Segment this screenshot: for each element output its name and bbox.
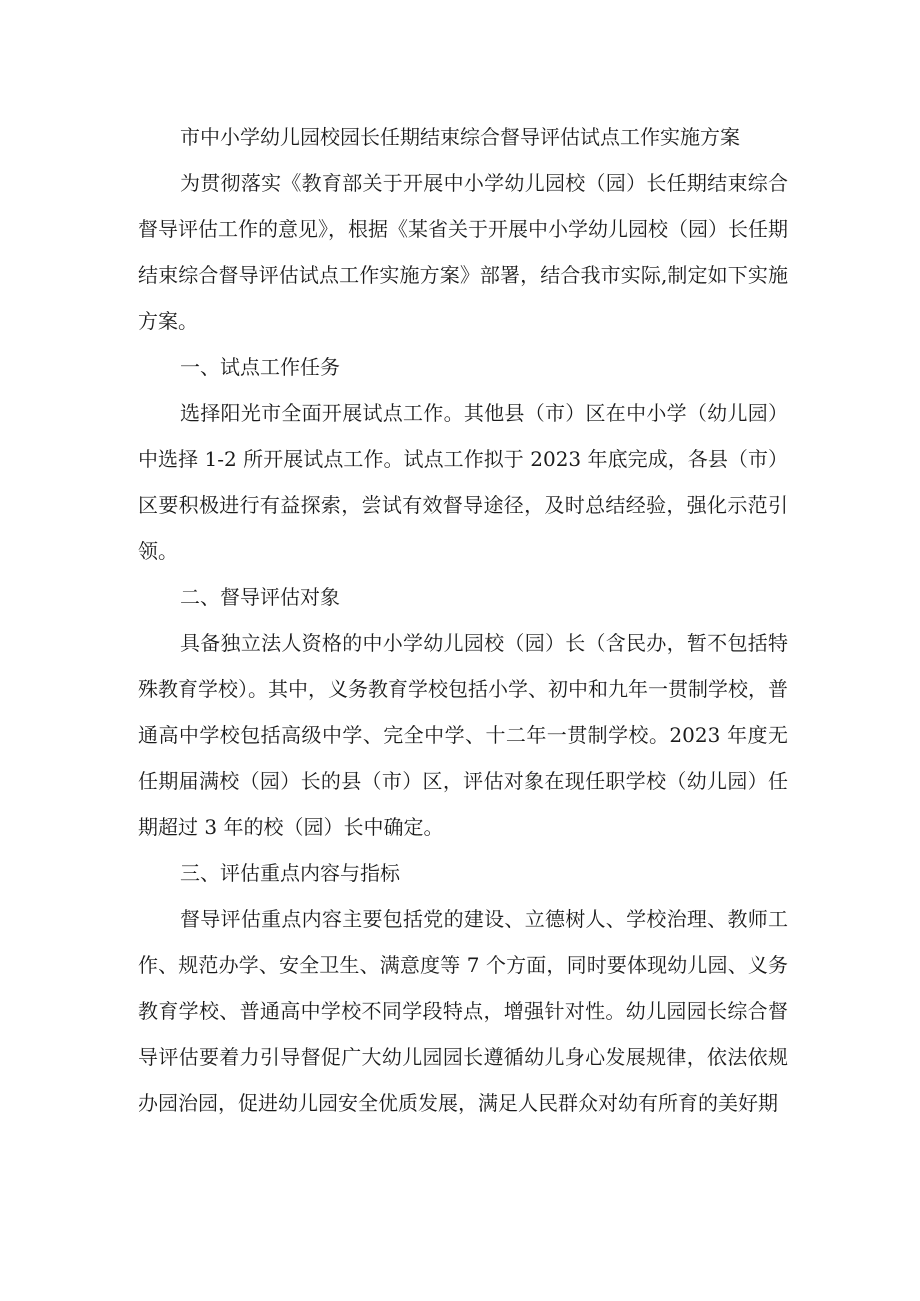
section-1-heading: 一、试点工作任务 bbox=[180, 355, 340, 379]
section-2-heading: 二、督导评估对象 bbox=[180, 585, 340, 609]
document-content bbox=[138, 114, 788, 1126]
section-2-paragraph: 具备独立法人资格的中小学幼儿园校（园）长（含民办，暂不包括特殊教育学校）。其中，义务教育学校包括小学、初中和九年一贯制学校，普通高中学校包括高级中学、完全中学、十二年一贯制学校。2023 年度无任期届满校（园）长的县（市）区，评估对象在现任职学校（幼儿园）任期超过 3 年的校（园）长中确定。 bbox=[138, 631, 788, 839]
section-3-heading: 三、评估重点内容与指标 bbox=[180, 861, 400, 885]
section-3-paragraph: 督导评估重点内容主要包括党的建设、立德树人、学校治理、教师工作、规范办学、安全卫生、满意度等 7 个方面，同时要体现幼儿园、义务教育学校、普通高中学校不同学段特点，增强针对性。幼儿园园长综合督导评估要着力引导督促广大幼儿园园长遵循幼儿身心发展规律，依法依规办园治园，促进幼儿园安全优质发展，满足人民群众对幼有所育的美好期 bbox=[138, 907, 788, 1115]
document-title: 市中小学幼儿园校园长任期结束综合督导评估试点工作实施方案 bbox=[180, 125, 740, 149]
section-1-paragraph: 选择阳光市全面开展试点工作。其他县（市）区在中小学（幼儿园）中选择 1-2 所开展试点工作。试点工作拟于 2023 年底完成，各县（市）区要积极进行有益探索，尝试有效督导途径，及时总结经验，强化示范引领。 bbox=[138, 401, 788, 563]
intro-paragraph: 为贯彻落实《教育部关于开展中小学幼儿园校（园）长任期结束综合督导评估工作的意见》，根据《某省关于开展中小学幼儿园校（园）长任期结束综合督导评估试点工作实施方案》部署，结合我市实际,制定如下实施方案。 bbox=[138, 171, 788, 333]
